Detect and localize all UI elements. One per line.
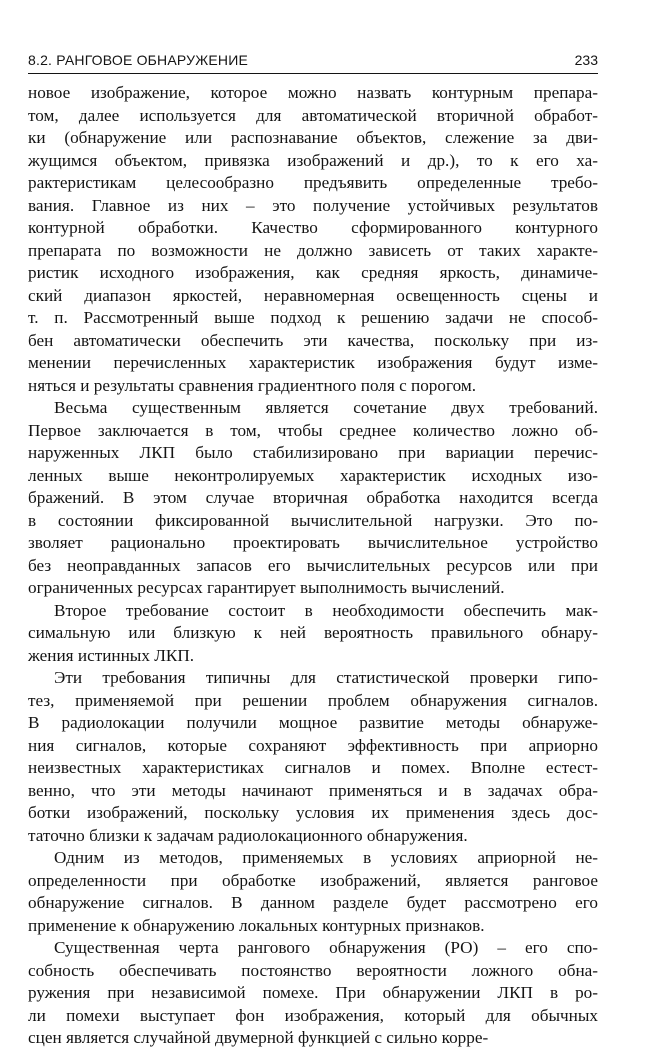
text-line: В радиолокации получили мощное развитие методы обнаруже-: [28, 713, 598, 732]
text-line: бражений. В этом случае вторичная обработка находится всегда: [28, 488, 598, 507]
section-title: 8.2. РАНГОВОЕ ОБНАРУЖЕНИЕ: [28, 52, 248, 68]
paragraph: [28, 937, 598, 1050]
text-line: жущимся объектом, привязка изображений и др.), то к его ха-: [28, 150, 598, 170]
text-line: определенности при обработке изображений, является ранговое: [28, 870, 598, 890]
text-line: Первое заключается в том, чтобы среднее количество ложно об-: [28, 420, 598, 440]
text-line: менении перечисленных характеристик изображения будут изме-: [28, 353, 598, 372]
text-line: ружения при независимой помехе. При обнаружении ЛКП в ро-: [28, 983, 598, 1002]
header-rule: [28, 73, 598, 74]
text-line: Весьма существенным является сочетание двух требований.: [54, 398, 598, 417]
text-line: ли помехи выступает фон изображения, который для обычных: [28, 1005, 598, 1025]
text-line: обнаружение сигналов. В данном разделе будет рассмотрено его: [28, 893, 598, 912]
paragraph: [28, 667, 598, 847]
text-line: ния сигналов, которые сохраняют эффективность при априорно: [28, 735, 598, 755]
text-line: няться и результаты сравнения градиентного поля с порогом.: [28, 375, 477, 395]
paragraph: [28, 847, 598, 937]
text-line: вания. Главное из них – это получение устойчивых результатов: [28, 195, 598, 215]
text-line: симальную или близкую к ней вероятность правильного обнару-: [28, 623, 598, 642]
text-line: сцен является случайной двумерной функцией с сильно корре-: [28, 1028, 489, 1047]
text-line: зволяет рационально проектировать вычислительное устройство: [28, 533, 598, 552]
text-line: Эти требования типичны для статистической проверки гипо-: [54, 668, 598, 687]
text-line: ристик исходного изображения, как средняя яркость, динамиче-: [28, 263, 598, 282]
paragraph: [28, 82, 598, 397]
text-line: применение к обнаружению локальных контурных признаков.: [28, 915, 485, 935]
text-line: том, далее используется для автоматической вторичной обработ-: [28, 105, 598, 125]
text-line: венно, что эти методы начинают применяться и в задачах обра-: [28, 780, 598, 800]
paragraph: [28, 397, 598, 600]
text-line: в состоянии фиксированной вычислительной нагрузки. Это по-: [28, 510, 598, 530]
text-line: Одним из методов, применяемых в условиях априорной не-: [54, 848, 598, 867]
text-line: Второе требование состоит в необходимости обеспечить мак-: [54, 600, 598, 620]
text-line: таточно близки к задачам радиолокационного обнаружения.: [28, 825, 468, 845]
page-number: 233: [574, 52, 598, 68]
paragraph: [28, 600, 598, 668]
text-line: Существенная черта рангового обнаружения (РО) – его спо-: [54, 938, 598, 957]
text-line: тез, применяемой при решении проблем обнаружения сигналов.: [28, 690, 598, 710]
text-line: бен автоматически обеспечить эти качества, поскольку при из-: [28, 330, 598, 350]
text-line: ский диапазон яркостей, неравномерная освещенность сцены и: [28, 285, 598, 305]
text-line: ки (обнаружение или распознавание объектов, слежение за дви-: [28, 128, 598, 147]
text-line: рактеристикам целесообразно предъявить определенные требо-: [28, 173, 598, 192]
text-line: препарата по возможности не должно зависеть от таких характе-: [28, 240, 598, 260]
text-line: т. п. Рассмотренный выше подход к решению задачи не способ-: [28, 308, 598, 327]
text-line: новое изображение, которое можно назвать контурным препара-: [28, 83, 598, 102]
text-line: ограниченных ресурсах гарантирует выполнимость вычислений.: [28, 578, 505, 597]
text-line: контурной обработки. Качество сформированного контурного: [28, 218, 598, 237]
text-line: жения истинных ЛКП.: [28, 645, 195, 665]
text-line: неизвестных характеристиках сигналов и помех. Вполне естест-: [28, 758, 598, 777]
running-header: [28, 48, 598, 74]
text-line: ботки изображений, поскольку условия их применения здесь дос-: [28, 803, 598, 822]
text-line: наруженных ЛКП было стабилизировано при вариации перечис-: [28, 443, 598, 462]
text-line: без неоправданных запасов его вычислительных ресурсов или при: [28, 555, 598, 575]
text-line: ленных выше неконтролируемых характеристик исходных изо-: [28, 465, 598, 485]
text-line: собность обеспечивать постоянство вероятности ложного обна-: [28, 960, 598, 980]
body-text: [28, 82, 598, 1050]
